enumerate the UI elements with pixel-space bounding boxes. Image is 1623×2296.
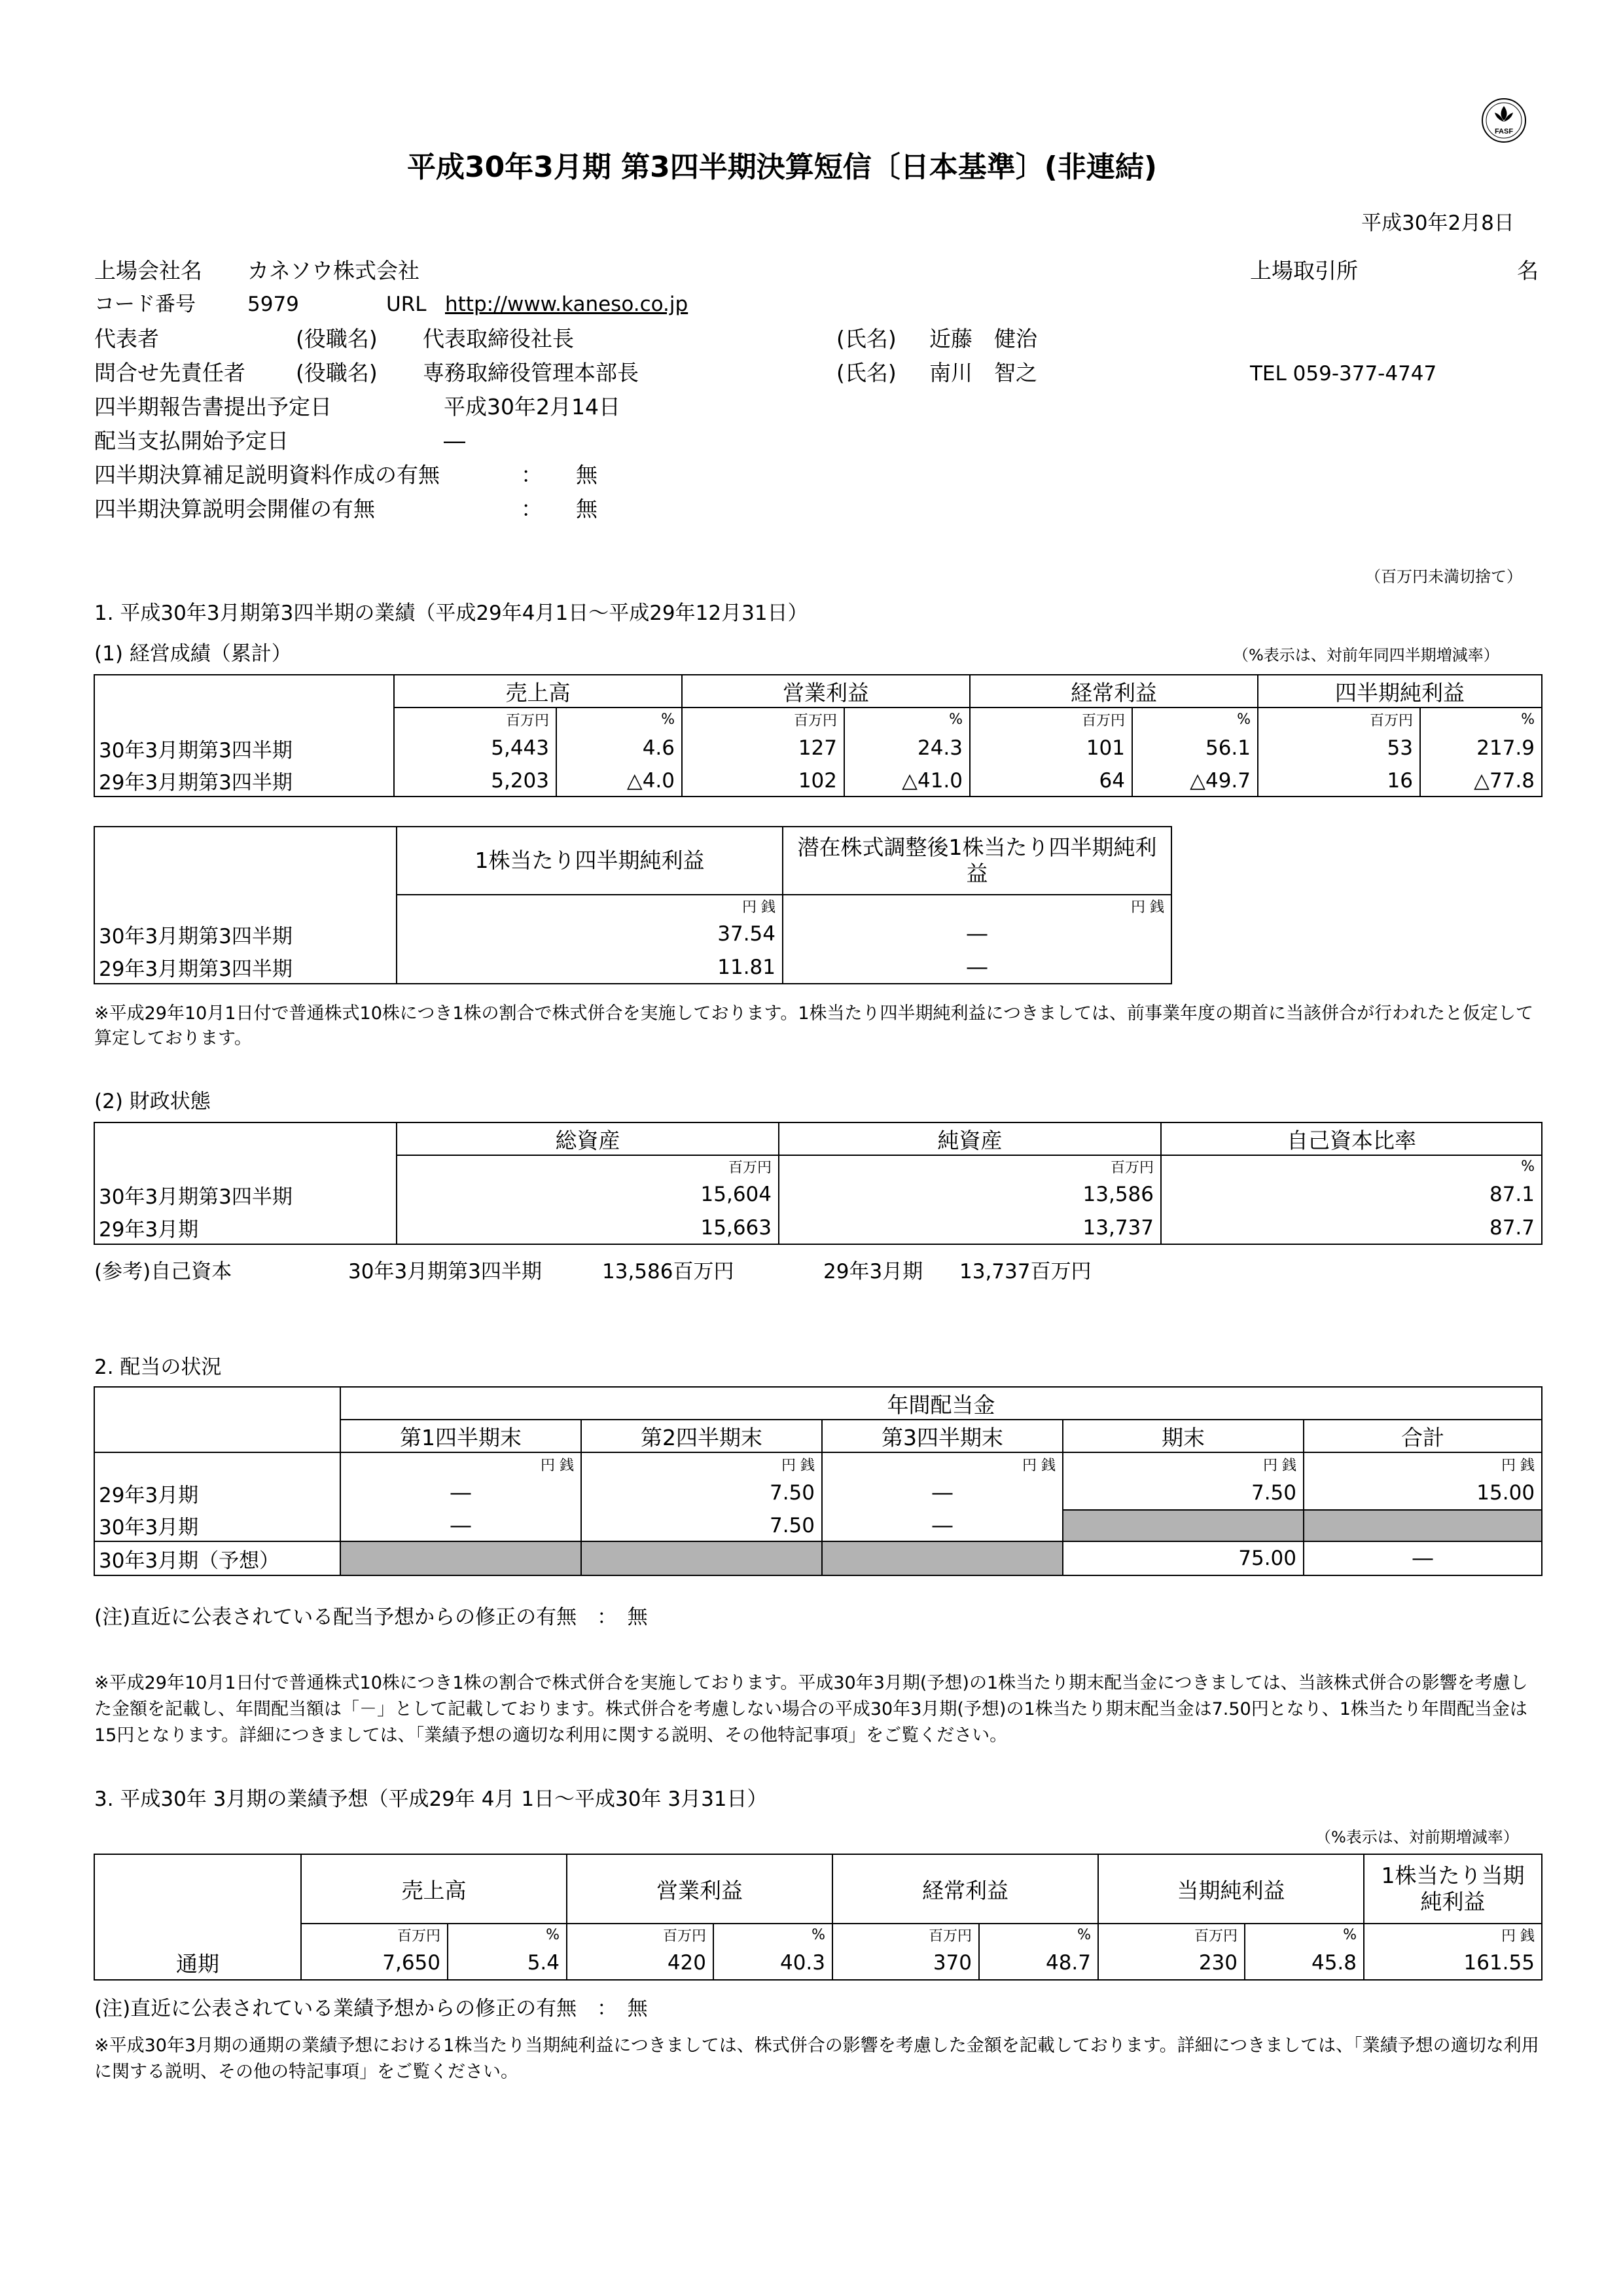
results-cell: 16: [1258, 765, 1420, 797]
dividend-cell: 7.50: [1063, 1476, 1304, 1510]
eps-table: [94, 826, 1172, 984]
ref-period2-label: 29年3月期: [823, 1260, 923, 1283]
contact-title-label: (役職名): [296, 360, 378, 386]
forecast-unit-cell: %: [713, 1924, 832, 1946]
results-header-blank: [94, 675, 394, 708]
briefing-label: 四半期決算説明会開催の有無: [94, 496, 375, 522]
forecast-unit-cell: %: [979, 1924, 1098, 1946]
supp-material-value: 無: [576, 462, 597, 488]
results-cell: △49.7: [1132, 765, 1258, 797]
forecast-cell: 40.3: [713, 1946, 832, 1980]
results-header-operating: 営業利益: [682, 675, 970, 708]
dividend-table: [94, 1386, 1543, 1576]
section3-heading: 3. 平成30年 3月期の業績予想（平成29年 4月 1日～平成30年 3月31日）: [94, 1787, 768, 1811]
forecast-row-label: 通期: [94, 1946, 301, 1980]
financial-row-label: 29年3月期: [94, 1211, 397, 1244]
briefing-colon: ：: [521, 496, 543, 522]
dividend-unit-cell: 円 銭: [340, 1452, 581, 1476]
forecast-cell: 7,650: [301, 1946, 448, 1980]
eps-unit-cell: 円 銭: [783, 895, 1171, 917]
logo-label: FASF: [1494, 128, 1514, 135]
dividend-cell: ―: [822, 1476, 1063, 1510]
dividend-start-label: 配当支払開始予定日: [94, 428, 289, 454]
dividend-cell: ―: [1304, 1541, 1542, 1575]
financial-cell: 87.1: [1161, 1177, 1542, 1211]
fasf-logo-icon: [1480, 97, 1527, 144]
financial-unit-blank: [94, 1155, 397, 1177]
dividend-start-date: ―: [444, 428, 465, 454]
results-cell: 4.6: [556, 731, 682, 765]
results-cell: 5,203: [394, 765, 556, 797]
results-row-label: 30年3月期第3四半期: [94, 731, 394, 765]
results-row: [94, 731, 1542, 765]
report-date-label: 四半期報告書提出予定日: [94, 394, 332, 420]
financial-header-net-assets: 純資産: [779, 1122, 1161, 1155]
document-title: 平成30年3月期 第3四半期決算短信〔日本基準〕(非連結): [407, 151, 1157, 184]
rep-name: 近藤 健治: [929, 326, 1037, 351]
eps-row-label: 30年3月期第3四半期: [94, 917, 397, 951]
dividend-header-q3: 第3四半期末: [822, 1420, 1063, 1452]
issue-date: 平成30年2月8日: [1361, 211, 1514, 235]
ref-period1-value: 13,586百万円: [602, 1260, 734, 1283]
results-cell: 102: [682, 765, 844, 797]
financial-cell: 13,586: [779, 1177, 1161, 1211]
ref-period1-label: 30年3月期第3四半期: [348, 1260, 542, 1283]
forecast-cell: 45.8: [1245, 1946, 1364, 1980]
dividend-header-year-end: 期末: [1063, 1420, 1304, 1452]
url-label: URL: [386, 293, 427, 316]
financial-unit-cell: 百万円: [397, 1155, 779, 1177]
forecast-row: [94, 1946, 1542, 1980]
results-unit-cell: %: [1132, 708, 1258, 731]
contact-name: 南川 智之: [929, 360, 1037, 386]
forecast-unit-blank: [94, 1924, 301, 1946]
section2-heading: 2. 配当の状況: [94, 1355, 222, 1379]
contact-tel: TEL 059-377-4747: [1250, 362, 1437, 386]
financial-cell: 15,663: [397, 1211, 779, 1244]
forecast-unit-cell: 百万円: [832, 1924, 979, 1946]
results-unit-cell: %: [556, 708, 682, 731]
dividend-unit-cell: 円 銭: [581, 1452, 822, 1476]
forecast-unit-cell: 円 銭: [1364, 1924, 1542, 1946]
forecast-cell: 420: [567, 1946, 713, 1980]
results-cell: 53: [1258, 731, 1420, 765]
financial-row: [94, 1177, 1542, 1211]
code-value: 5979: [247, 293, 299, 316]
results-unit-cell: %: [844, 708, 970, 731]
results-row-label: 29年3月期第3四半期: [94, 765, 394, 797]
dividend-cell-shaded: [1063, 1510, 1304, 1541]
financial-cell: 87.7: [1161, 1211, 1542, 1244]
dividend-header-total: 合計: [1304, 1420, 1542, 1452]
financial-cell: 15,604: [397, 1177, 779, 1211]
supp-material-colon: ：: [521, 462, 543, 488]
financial-header-blank: [94, 1122, 397, 1155]
eps-note: ※平成29年10月1日付で普通株式10株につき1株の割合で株式併合を実施しております。1株当たり四半期純利益につきましては、前事業年度の期首に当該併合が行われたと仮定して算定しております。: [94, 1003, 1533, 1049]
dividend-header-q2: 第2四半期末: [581, 1420, 822, 1452]
eps-header-diluted: 潜在株式調整後1株当たり四半期純利益: [783, 827, 1171, 895]
dividend-header-blank: [94, 1420, 340, 1452]
results-cell: 24.3: [844, 731, 970, 765]
exchange-value: 名: [1517, 258, 1539, 283]
eps-header-blank: [94, 827, 397, 895]
eps-unit-blank: [94, 895, 397, 917]
dividend-row: [94, 1510, 1542, 1541]
dividend-cell: ―: [340, 1510, 581, 1541]
eps-header-basic: 1株当たり四半期純利益: [397, 827, 783, 895]
dividend-unit-blank: [94, 1452, 340, 1476]
dividend-revision-note: (注)直近に公表されている配当予想からの修正の有無 ： 無: [94, 1605, 648, 1629]
financial-table: [94, 1122, 1543, 1245]
code-label: コード番号: [94, 293, 196, 316]
forecast-header-operating: 営業利益: [567, 1854, 832, 1924]
results-cell: 64: [970, 765, 1132, 797]
dividend-cell-shaded: [1304, 1510, 1542, 1541]
forecast-unit-cell: 百万円: [1098, 1924, 1245, 1946]
eps-cell: 37.54: [397, 917, 783, 951]
forecast-header-eps: 1株当たり当期純利益: [1364, 1854, 1542, 1924]
rounding-note: （百万円未満切捨て）: [1365, 567, 1522, 586]
financial-unit-cell: %: [1161, 1155, 1542, 1177]
forecast-cell: 5.4: [448, 1946, 567, 1980]
forecast-unit-cell: %: [1245, 1924, 1364, 1946]
dividend-row-label: 30年3月期: [94, 1510, 340, 1541]
report-date: 平成30年2月14日: [444, 394, 620, 420]
representative-label: 代表者: [94, 326, 159, 351]
rep-title-label: (役職名): [296, 326, 378, 351]
contact-name-label: (氏名): [836, 360, 897, 386]
eps-row: [94, 917, 1171, 951]
forecast-revision-note: (注)直近に公表されている業績予想からの修正の有無 ： 無: [94, 1997, 648, 2020]
rep-title: 代表取締役社長: [423, 326, 574, 351]
results-cell: 101: [970, 731, 1132, 765]
dividend-cell: 15.00: [1304, 1476, 1542, 1510]
financial-cell: 13,737: [779, 1211, 1161, 1244]
financial-header-equity-ratio: 自己資本比率: [1161, 1122, 1542, 1155]
results-cell: △41.0: [844, 765, 970, 797]
dividend-cell-shaded: [581, 1541, 822, 1575]
results-cell: △4.0: [556, 765, 682, 797]
results-unit-cell: %: [1420, 708, 1542, 731]
dividend-cell: ―: [822, 1510, 1063, 1541]
results-cell: 127: [682, 731, 844, 765]
financial-row-label: 30年3月期第3四半期: [94, 1177, 397, 1211]
dividend-cell: 75.00: [1063, 1541, 1304, 1575]
dividend-row: [94, 1476, 1542, 1510]
supp-material-label: 四半期決算補足説明資料作成の有無: [94, 462, 440, 488]
dividend-row: [94, 1541, 1542, 1575]
results-row: [94, 765, 1542, 797]
results-header-ordinary: 経常利益: [970, 675, 1258, 708]
dividend-cell-shaded: [340, 1541, 581, 1575]
results-cell: 56.1: [1132, 731, 1258, 765]
results-cell: △77.8: [1420, 765, 1542, 797]
forecast-header-sales: 売上高: [301, 1854, 567, 1924]
eps-row: [94, 951, 1171, 984]
eps-row-label: 29年3月期第3四半期: [94, 951, 397, 984]
results-table: [94, 674, 1543, 797]
dividend-header-blank: [94, 1387, 340, 1420]
eps-cell: ―: [783, 951, 1171, 984]
eps-unit-cell: 円 銭: [397, 895, 783, 917]
dividend-unit-cell: 円 銭: [1304, 1452, 1542, 1476]
ref-equity-label: (参考)自己資本: [94, 1260, 232, 1283]
forecast-header-ordinary: 経常利益: [832, 1854, 1098, 1924]
results-unit-cell: 百万円: [682, 708, 844, 731]
section1-heading: 1. 平成30年3月期第3四半期の業績（平成29年4月1日～平成29年12月31日）: [94, 601, 808, 625]
rep-name-label: (氏名): [836, 326, 897, 351]
dividend-group-header: 年間配当金: [340, 1387, 1542, 1420]
forecast-header-net: 当期純利益: [1098, 1854, 1364, 1924]
ref-period2-value: 13,737百万円: [959, 1260, 1092, 1283]
company-url-link[interactable]: http://www.kaneso.co.jp: [445, 293, 688, 316]
results-unit-cell: 百万円: [394, 708, 556, 731]
results-header-net: 四半期純利益: [1258, 675, 1542, 708]
results-unit-cell: 百万円: [970, 708, 1132, 731]
financial-unit-cell: 百万円: [779, 1155, 1161, 1177]
results-header-sales: 売上高: [394, 675, 682, 708]
forecast-unit-cell: %: [448, 1924, 567, 1946]
company-name-label: 上場会社名: [94, 258, 202, 283]
dividend-cell: 7.50: [581, 1510, 822, 1541]
dividend-cell-shaded: [822, 1541, 1063, 1575]
forecast-header-blank: [94, 1854, 301, 1924]
company-name: カネソウ株式会社: [247, 258, 420, 283]
forecast-cell: 370: [832, 1946, 979, 1980]
dividend-row-label: 30年3月期（予想）: [94, 1541, 340, 1575]
section1-sub1-note: （%表示は、対前年同四半期増減率）: [1233, 646, 1499, 664]
forecast-unit-cell: 百万円: [567, 1924, 713, 1946]
dividend-unit-cell: 円 銭: [822, 1452, 1063, 1476]
dividend-footnote: ※平成29年10月1日付で普通株式10株につき1株の割合で株式併合を実施しております。平成30年3月期(予想)の1株当たり期末配当金につきましては、当該株式併合の影響を考慮した金額を記載し、年間配当額は「－」として記載しております。株式併合を考慮しない場合の平成30年3月期(予想)の1株当たり期末配当金は7.50円となり、1株当たり年間配当金は15円となります。詳細につきましては、「業績予想の適切な利用に関する説明、その他特記事項」をご覧ください。: [94, 1673, 1528, 1746]
financial-header-total-assets: 総資産: [397, 1122, 779, 1155]
forecast-unit-cell: 百万円: [301, 1924, 448, 1946]
results-cell: 217.9: [1420, 731, 1542, 765]
contact-title: 専務取締役管理本部長: [423, 360, 639, 386]
section1-sub2-heading: (2) 財政状態: [94, 1090, 211, 1113]
financial-row: [94, 1211, 1542, 1244]
briefing-value: 無: [576, 496, 597, 522]
dividend-cell: 7.50: [581, 1476, 822, 1510]
forecast-footnote: ※平成30年3月期の通期の業績予想における1株当たり当期純利益につきましては、株式併合の影響を考慮した金額を記載しております。詳細につきましては、「業績予想の適切な利用に関する説明、その他の特記事項」をご覧ください。: [94, 2036, 1539, 2082]
dividend-unit-cell: 円 銭: [1063, 1452, 1304, 1476]
section3-note: （%表示は、対前期増減率）: [1315, 1828, 1519, 1846]
results-unit-blank: [94, 708, 394, 731]
dividend-header-q1: 第1四半期末: [340, 1420, 581, 1452]
contact-label: 問合せ先責任者: [94, 360, 245, 386]
results-cell: 5,443: [394, 731, 556, 765]
forecast-cell: 48.7: [979, 1946, 1098, 1980]
section1-sub1-heading: (1) 経営成績（累計）: [94, 642, 292, 666]
eps-cell: ―: [783, 917, 1171, 951]
eps-cell: 11.81: [397, 951, 783, 984]
forecast-cell: 230: [1098, 1946, 1245, 1980]
exchange-label: 上場取引所: [1250, 258, 1358, 283]
forecast-cell: 161.55: [1364, 1946, 1542, 1980]
forecast-table: [94, 1854, 1543, 1981]
dividend-row-label: 29年3月期: [94, 1476, 340, 1510]
results-unit-cell: 百万円: [1258, 708, 1420, 731]
dividend-cell: ―: [340, 1476, 581, 1510]
